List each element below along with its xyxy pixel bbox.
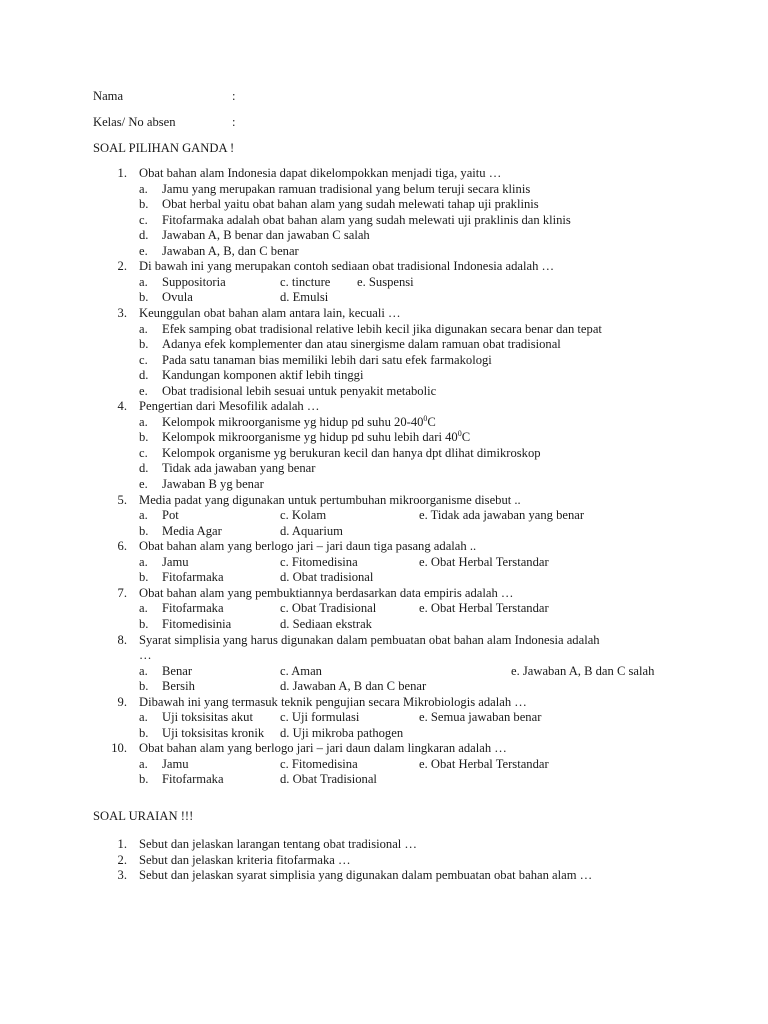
option-text-main: Obat herbal yaitu obat bahan alam yang sudah melewati tahap uji praklinis <box>162 197 539 212</box>
option-c-d: c. Kolam <box>280 508 327 523</box>
degree-superscript: 0 <box>423 413 428 423</box>
option-c-d: c. Fitomedisina <box>280 756 358 771</box>
option-text-main: Jawaban A, B benar dan jawaban C salah <box>162 228 370 243</box>
option-text: Uji toksisitas kronik <box>162 725 265 740</box>
option-e: e. Semua jawaban benar <box>419 710 542 725</box>
option-c-d: d. Sediaan ekstrak <box>280 616 372 631</box>
question-number: 10. <box>111 741 127 756</box>
essay-number: 2. <box>117 852 127 867</box>
option-text: Media Agar <box>162 523 222 538</box>
option-letter: b. <box>139 679 149 694</box>
option-text <box>162 353 492 368</box>
option-text: Jamu <box>162 554 189 569</box>
option-text <box>162 213 571 228</box>
option-letter: d. <box>139 228 149 243</box>
option-text: Fitofarmaka <box>162 601 224 616</box>
option-text <box>162 228 370 243</box>
option-text: Bersih <box>162 679 195 694</box>
essay-number: 3. <box>117 868 127 883</box>
option-letter: a. <box>139 508 148 523</box>
option-c-d: c. Fitomedisina <box>280 554 358 569</box>
option-c-d: d. Obat Tradisional <box>280 772 377 787</box>
question-text-continued: … <box>139 648 152 663</box>
option-c-d: d. Uji mikroba pathogen <box>280 725 404 740</box>
question-number: 7. <box>117 585 127 600</box>
option-c-d: c. Uji formulasi <box>280 710 360 725</box>
question-number: 1. <box>117 166 127 180</box>
option-letter: a. <box>139 414 148 429</box>
option-letter: a. <box>139 710 148 725</box>
option-text <box>162 337 561 352</box>
nama-label: Nama <box>93 89 124 103</box>
option-text: Fitofarmaka <box>162 570 224 585</box>
option-letter: c. <box>139 212 148 227</box>
option-letter: b. <box>139 430 149 445</box>
question-text: Media padat yang digunakan untuk pertumbuhan mikroorganisme disebut .. <box>139 492 521 507</box>
option-text: Fitomedisinia <box>162 616 232 631</box>
question-text: Pengertian dari Mesofilik adalah … <box>139 399 320 414</box>
option-e: e. Jawaban A, B dan C salah <box>511 663 655 678</box>
temperature-unit: C <box>461 430 471 445</box>
nama-colon: : <box>232 89 236 103</box>
question-number: 8. <box>117 632 127 647</box>
option-letter: a. <box>139 756 148 771</box>
kelas-label: Kelas/ No absen <box>93 115 176 129</box>
option-e: e. Obat Herbal Terstandar <box>419 756 549 771</box>
option-text <box>162 322 602 337</box>
option-text <box>162 182 530 197</box>
option-text: Ovula <box>162 290 193 305</box>
pilihan-ganda-heading: SOAL PILIHAN GANDA ! <box>93 141 235 155</box>
question-text: Obat bahan alam yang berlogo jari – jari daun dalam lingkaran adalah … <box>139 741 507 756</box>
option-letter: e. <box>139 477 148 491</box>
option-text-main: Kandungan komponen aktif lebih tinggi <box>162 368 364 383</box>
option-text-main: Jamu yang merupakan ramuan tradisional yang belum teruji secara klinis <box>162 181 531 196</box>
option-text-main: Obat tradisional lebih sesuai untuk penyakit metabolic <box>162 383 437 398</box>
option-letter: d. <box>139 461 149 476</box>
option-text-main: Jawaban B yg benar <box>162 477 264 491</box>
option-text: Pot <box>162 508 179 523</box>
question-text: Keunggulan obat bahan alam antara lain, kecuali … <box>139 305 401 320</box>
option-letter: c. <box>139 445 148 460</box>
question-text: Obat bahan alam yang pembuktiannya berdasarkan data empiris adalah … <box>139 585 514 600</box>
question-number: 6. <box>117 539 127 554</box>
option-text <box>162 368 363 383</box>
option-letter: b. <box>139 337 149 352</box>
option-text <box>162 446 541 461</box>
question-number: 5. <box>117 492 127 507</box>
option-e: e. Obat Herbal Terstandar <box>419 601 549 616</box>
option-text <box>162 384 436 399</box>
option-c-d: d. Emulsi <box>280 290 329 305</box>
question-text: Syarat simplisia yang harus digunakan dalam pembuatan obat bahan alam Indonesia adalah <box>139 632 600 647</box>
option-letter: a. <box>139 554 148 569</box>
option-text-main: Adanya efek komplementer dan atau sinergisme dalam ramuan obat tradisional <box>162 337 561 352</box>
question-text: Dibawah ini yang termasuk teknik pengujian secara Mikrobiologis adalah … <box>139 694 527 709</box>
question-text: Obat bahan alam Indonesia dapat dikelompokkan menjadi tiga, yaitu … <box>139 166 502 180</box>
essay-number: 1. <box>117 837 127 851</box>
option-letter: c. <box>139 352 148 367</box>
option-text <box>162 430 470 445</box>
option-letter: a. <box>139 663 148 678</box>
option-letter: b. <box>139 772 149 787</box>
question-number: 9. <box>117 694 127 709</box>
option-c-d: c. Obat Tradisional <box>280 601 377 616</box>
option-e: e. Suspensi <box>357 274 414 289</box>
option-text <box>162 461 315 476</box>
question-text: Obat bahan alam yang berlogo jari – jari daun tiga pasang adalah .. <box>139 539 477 554</box>
option-text-main: Fitofarmaka adalah obat bahan alam yang sudah melewati uji praklinis dan klinis <box>162 212 571 227</box>
option-text: Jamu <box>162 756 189 771</box>
option-letter: b. <box>139 725 149 740</box>
option-letter: e. <box>139 383 148 398</box>
option-letter: a. <box>139 321 148 336</box>
option-text-main: Kelompok organisme yg berukuran kecil dan hanya dpt dlihat dimikroskop <box>162 445 541 460</box>
option-letter: b. <box>139 523 149 538</box>
option-text-main: Tidak ada jawaban yang benar <box>162 461 316 476</box>
option-letter: b. <box>139 290 149 305</box>
question-number: 4. <box>117 399 127 414</box>
option-letter: a. <box>139 274 148 289</box>
option-text-main: Kelompok mikroorganisme yg hidup pd suhu 20-40 <box>162 414 424 429</box>
option-text: Fitofarmaka <box>162 772 224 787</box>
option-letter: b. <box>139 570 149 585</box>
option-letter: b. <box>139 197 149 212</box>
essay-text: Sebut dan jelaskan larangan tentang obat tradisional … <box>139 837 418 851</box>
option-text-main: Jawaban A, B, dan C benar <box>162 243 299 258</box>
option-c-d: c. tincture <box>280 274 331 289</box>
option-text <box>162 477 264 492</box>
option-text: Uji toksisitas akut <box>162 710 253 725</box>
option-text: Benar <box>162 663 193 678</box>
question-text: Di bawah ini yang merupakan contoh sediaan obat tradisional Indonesia adalah … <box>139 259 555 274</box>
option-text-main: Kelompok mikroorganisme yg hidup pd suhu lebih dari 40 <box>162 430 458 445</box>
temperature-unit: C <box>427 414 436 429</box>
option-e: e. Obat Herbal Terstandar <box>419 554 549 569</box>
option-text <box>162 415 436 430</box>
option-letter: d. <box>139 368 149 383</box>
question-number: 2. <box>117 259 127 274</box>
option-letter: e. <box>139 243 148 258</box>
option-letter: a. <box>139 601 148 616</box>
option-c-d: d. Obat tradisional <box>280 570 374 585</box>
option-c-d: d. Aquarium <box>280 523 343 538</box>
option-c-d: d. Jawaban A, B dan C benar <box>280 679 427 694</box>
option-text <box>162 197 539 212</box>
option-c-d: c. Aman <box>280 663 322 678</box>
option-letter: b. <box>139 616 149 631</box>
option-text <box>162 244 299 259</box>
degree-superscript: 0 <box>457 429 462 439</box>
essay-text: Sebut dan jelaskan syarat simplisia yang digunakan dalam pembuatan obat bahan alam … <box>139 868 593 883</box>
question-number: 3. <box>117 305 127 320</box>
option-letter: a. <box>139 181 148 196</box>
option-text: Suppositoria <box>162 274 226 289</box>
option-text-main: Efek samping obat tradisional relative lebih kecil jika digunakan secara benar dan tepat <box>162 321 602 336</box>
uraian-heading: SOAL URAIAN !!! <box>93 809 194 823</box>
kelas-colon: : <box>232 115 236 129</box>
option-e: e. Tidak ada jawaban yang benar <box>419 508 585 523</box>
option-text-main: Pada satu tanaman bias memiliki lebih dari satu efek farmakologi <box>162 352 492 367</box>
essay-text: Sebut dan jelaskan kriteria fitofarmaka … <box>139 852 351 867</box>
